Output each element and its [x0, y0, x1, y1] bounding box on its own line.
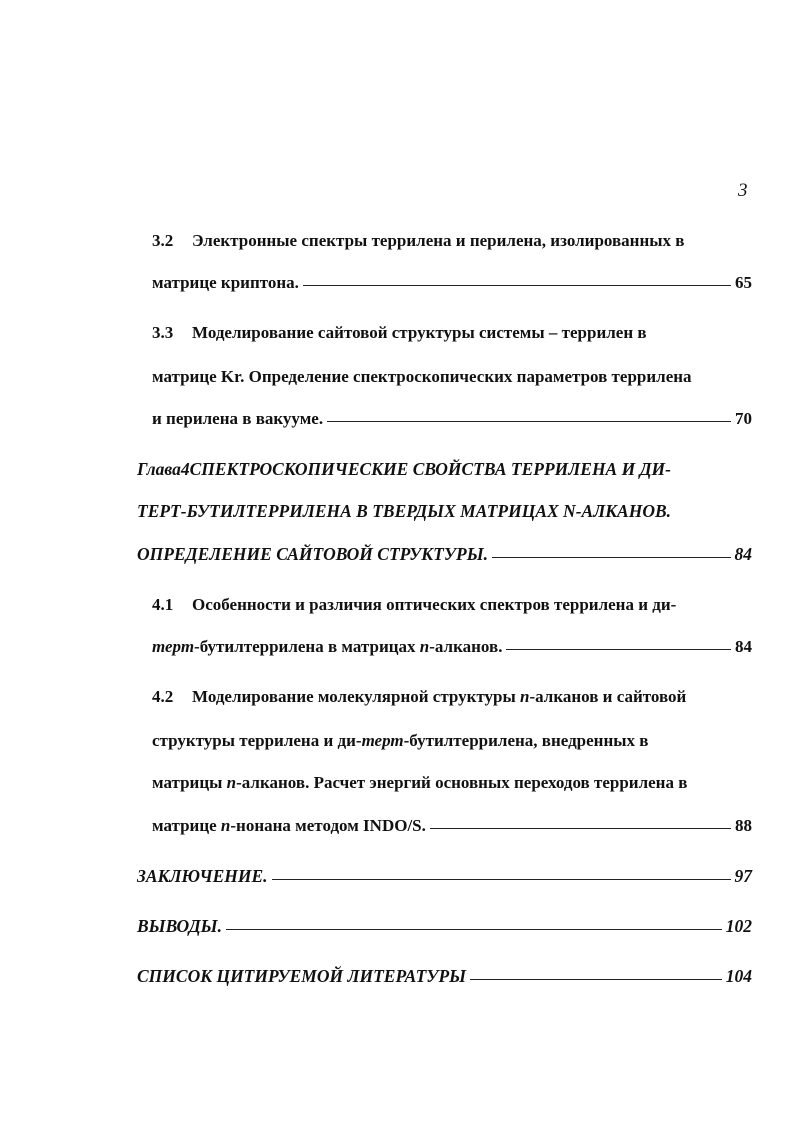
toc-chapter-4-line1[interactable] [137, 458, 671, 480]
entry-page-number: 104 [725, 966, 752, 986]
italic-term: n [419, 637, 430, 656]
chapter-title: ЗАКЛЮЧЕНИЕ. [137, 866, 268, 886]
leader-line [327, 421, 731, 422]
entry-page-number: 65 [735, 273, 752, 292]
chapter-title: Глава4СПЕКТРОСКОПИЧЕСКИЕ СВОЙСТВА ТЕРРИЛЕНА И ДИ- [137, 459, 671, 479]
toc-entry-4-2-line3 [152, 772, 687, 794]
toc-conclusion[interactable] [137, 865, 752, 887]
italic-term: терт [152, 637, 195, 656]
entry-text: терт-бутилтеррилена в матрицах n-алканов. [152, 637, 503, 656]
entry-text: Особенности и различия оптических спектров террилена и ди- [192, 595, 677, 614]
entry-text: Моделирование молекулярной структуры n-алканов и сайтовой [192, 687, 687, 706]
entry-page-number: 97 [734, 866, 752, 886]
chapter-title: ВЫВОДЫ. [137, 916, 222, 936]
toc-entry-4-2-line4[interactable] [152, 815, 752, 837]
toc-entry-3-3-line2 [152, 366, 692, 388]
section-number: 3.2 [152, 231, 174, 250]
leader-line [303, 285, 731, 286]
entry-page-number: 70 [735, 409, 752, 428]
section-number: 3.3 [152, 323, 174, 342]
italic-term: n [226, 773, 237, 792]
italic-term: терт [361, 731, 404, 750]
leader-line [470, 979, 722, 980]
entry-text: Электронные спектры террилена и перилена, изолированных в [192, 231, 685, 250]
chapter-title: ОПРЕДЕЛЕНИЕ САЙТОВОЙ СТРУКТУРЫ. [137, 544, 489, 564]
entry-page-number: 88 [735, 816, 752, 835]
italic-term: n [520, 687, 530, 706]
leader-line [430, 828, 731, 829]
chapter-title: СПИСОК ЦИТИРУЕМОЙ ЛИТЕРАТУРЫ [137, 966, 467, 986]
toc-entry-3-3-line3[interactable] [152, 408, 752, 430]
toc-findings[interactable] [137, 915, 752, 937]
entry-page-number: 84 [734, 544, 752, 564]
toc-entry-3-2-line1[interactable] [152, 230, 684, 252]
leader-line [492, 557, 730, 558]
entry-page-number: 84 [735, 637, 752, 656]
entry-text: матрице Kr. Определение спектроскопических параметров террилена [152, 367, 692, 386]
entry-text: и перилена в вакууме. [152, 409, 324, 428]
section-number: 4.2 [152, 687, 174, 706]
leader-line [226, 929, 722, 930]
toc-chapter-4-line3[interactable] [137, 543, 752, 565]
toc-entry-3-2-line2[interactable] [152, 272, 752, 294]
toc-entry-4-1-line2[interactable] [152, 636, 752, 658]
italic-term: n [220, 816, 231, 835]
toc-entry-4-2-line1[interactable] [152, 686, 686, 708]
leader-line [272, 879, 731, 880]
entry-text: Моделирование сайтовой структуры системы – террилен в [192, 323, 647, 342]
toc-entry-4-1-line1[interactable] [152, 594, 676, 616]
toc-entry-4-2-line2 [152, 730, 648, 752]
toc-entry-3-3-line1[interactable] [152, 322, 647, 344]
section-number: 4.1 [152, 595, 174, 614]
entry-text: структуры террилена и ди-терт-бутилтеррилена, внедренных в [152, 731, 649, 750]
entry-text: матрице n-нонана методом INDO/S. [152, 816, 426, 835]
entry-text: матрице криптона. [152, 273, 299, 292]
entry-page-number: 102 [725, 916, 752, 936]
leader-line [506, 649, 731, 650]
toc-chapter-4-line2 [137, 500, 671, 522]
toc-references[interactable] [137, 965, 752, 987]
page-number: 3 [738, 180, 748, 201]
entry-text: матрицы n-алканов. Расчет энергий основных переходов террилена в [152, 773, 688, 792]
chapter-title: ТЕРТ-БУТИЛТЕРРИЛЕНА В ТВЕРДЫХ МАТРИЦАХ N-АЛКАНОВ. [137, 501, 672, 521]
